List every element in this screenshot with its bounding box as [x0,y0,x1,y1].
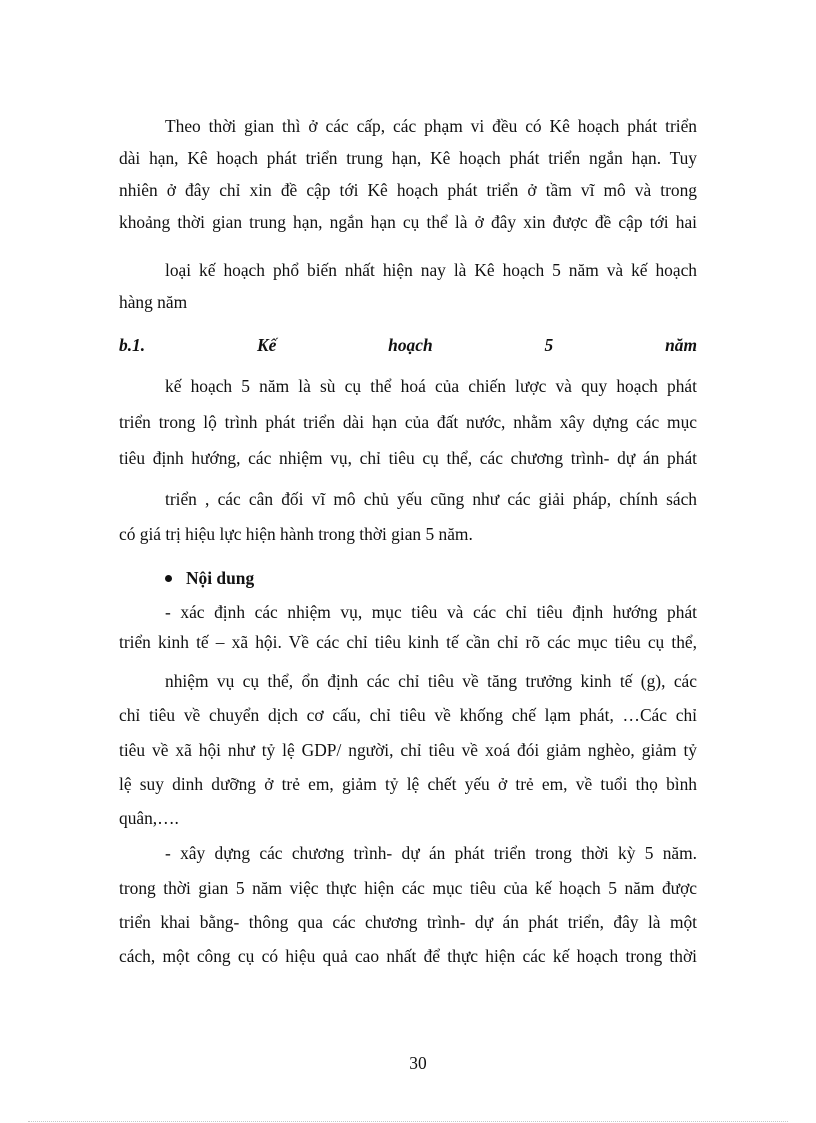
heading-word-1: Kế [256,335,277,355]
paragraph-1-line-1: Theo thời gian thì ở các cấp, các phạm vi đều có Kê hoạch phát triển [165,116,697,136]
paragraph-6-line-1: nhiệm vụ cụ thể, ổn định các chỉ tiêu về tăng trưởng kinh tế (g), các [165,671,697,691]
paragraph-6-line-5: quân,…. [119,808,179,828]
heading-word-4: năm [665,335,697,355]
paragraph-1-line-2: dài hạn, Kê hoạch phát triển trung hạn, Kê hoạch phát triển ngắn hạn. Tuy [119,148,697,168]
paragraph-6-line-4: lệ suy dinh dưỡng ở trẻ em, giảm tỷ lệ chết yếu ở trẻ em, về tuổi thọ bình [119,774,697,794]
bullet-dot-icon [165,575,172,582]
paragraph-7-line-3: triển khai bằng- thông qua các chương trình- dự án phát triển, đây là một [119,912,697,932]
paragraph-7-line-4: cách, một công cụ có hiệu quả cao nhất để thực hiện các kế hoạch trong thời [119,946,697,966]
paragraph-2-line-1: loại kế hoạch phổ biến nhất hiện nay là Kê hoạch 5 năm và kế hoạch [165,260,697,280]
heading-number: b.1. [119,335,146,355]
paragraph-1-line-3: nhiên ở đây chỉ xin đề cập tới Kê hoạch phát triển ở tầm vĩ mô và trong [119,180,697,200]
paragraph-4-line-1: triển , các cân đối vĩ mô chủ yếu cũng như các giải pháp, chính sách [165,489,697,509]
page-number: 30 [409,1053,427,1073]
heading-word-3: 5 [544,335,554,355]
paragraph-3-line-1: kế hoạch 5 năm là sù cụ thể hoá của chiến lược và quy hoạch phát [165,376,697,396]
paragraph-1-line-4: khoảng thời gian trung hạn, ngắn hạn cụ thể là ở đây xin được đề cập tới hai [119,212,697,232]
paragraph-6-line-3: tiêu về xã hội như tỷ lệ GDP/ người, chỉ tiêu về xoá đói giảm nghèo, giảm tỷ [119,740,697,760]
paragraph-7-line-2: trong thời gian 5 năm việc thực hiện các mục tiêu của kế hoạch 5 năm được [119,878,697,898]
paragraph-5-line-1: - xác định các nhiệm vụ, mục tiêu và các chỉ tiêu định hướng phát [165,602,697,622]
paragraph-7-line-1: - xây dựng các chương trình- dự án phát triển trong thời kỳ 5 năm. [165,843,697,863]
paragraph-6-line-2: chỉ tiêu về chuyển dịch cơ cấu, chỉ tiêu về khống chế lạm phát, …Các chỉ [119,705,697,725]
page-bottom-divider [28,1121,788,1122]
paragraph-4-line-2: có giá trị hiệu lực hiện hành trong thời gian 5 năm. [119,524,473,544]
paragraph-3-line-3: tiêu định hướng, các nhiệm vụ, chỉ tiêu cụ thể, các chương trình- dự án phát [119,448,697,468]
bullet-item [165,566,254,590]
bullet-label: Nội dung [186,567,255,588]
heading-word-2: hoạch [388,335,433,355]
section-heading [119,335,697,359]
paragraph-5-line-2: triển kinh tế – xã hội. Về các chỉ tiêu kinh tế cần chỉ rõ các mục tiêu cụ thể, [119,632,697,652]
paragraph-3-line-2: triển trong lộ trình phát triển dài hạn của đất nước, nhằm xây dựng các mục [119,412,697,432]
paragraph-2-line-2: hàng năm [119,292,188,312]
